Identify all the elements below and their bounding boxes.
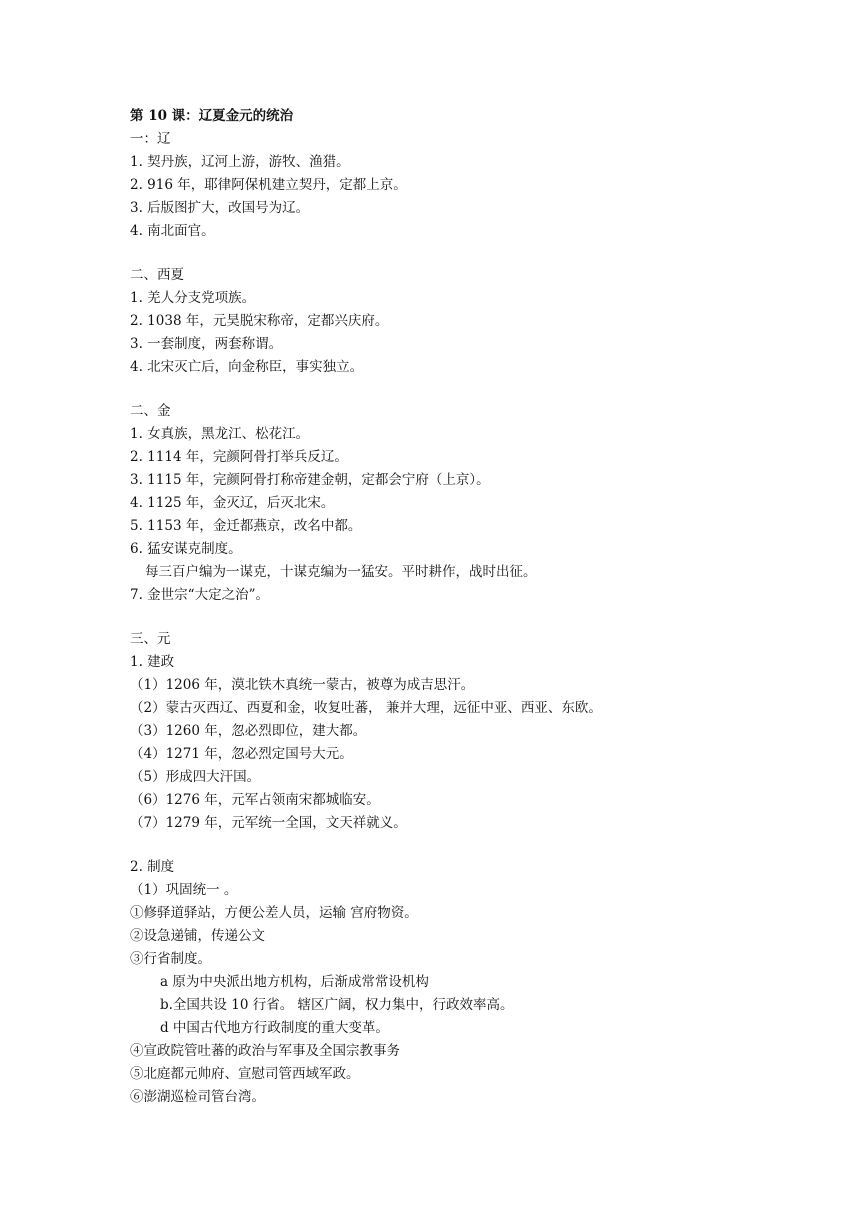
list-item: ①修驿道驿站，方便公差人员，运输 宫府物资。 (130, 905, 418, 921)
list-item: 4. 南北面官。 (130, 223, 215, 239)
list-item: 6. 猛安谋克制度。 (130, 541, 242, 557)
list-item: 2. 916 年，耶律阿保机建立契丹，定都上京。 (130, 177, 407, 193)
list-item: 5. 1153 年，金迁都燕京，改名中都。 (130, 518, 362, 534)
list-item: 2. 1114 年，完颜阿骨打举兵反辽。 (130, 449, 348, 465)
list-item: 2. 1038 年，元昊脱宋称帝，定都兴庆府。 (130, 313, 389, 329)
list-item: 3. 一套制度，两套称谓。 (130, 336, 283, 352)
list-item: ③行省制度。 (130, 951, 211, 967)
list-item: 3. 后版图扩大，改国号为辽。 (130, 200, 310, 216)
list-item-sub: d 中国古代地方行政制度的重大变革。 (160, 1020, 389, 1036)
list-item: （2）蒙古灭西辽、西夏和金，收复吐蕃， 兼并大理，远征中亚、西亚、东欧。 (130, 700, 602, 716)
list-item: ⑤北庭都元帅府、宣慰司管西域军政。 (130, 1066, 360, 1082)
list-item: （7）1279 年，元军统一全国，文天祥就义。 (130, 815, 407, 831)
list-item: 7. 金世宗“大定之治”。 (130, 587, 269, 603)
list-item: 1. 契丹族，辽河上游，游牧、渔猎。 (130, 154, 350, 170)
list-item: 1. 羌人分支党项族。 (130, 290, 256, 306)
list-item-sub: a 原为中央派出地方机构，后渐成常常设机构 (160, 974, 429, 990)
page-title: 第 10 课：辽夏金元的统治 (130, 108, 294, 124)
section-heading-jin: 二、金 (130, 403, 171, 419)
list-item: （3）1260 年，忽必烈即位，建大都。 (130, 723, 367, 739)
list-item: 1. 女真族，黑龙江、松花江。 (130, 426, 310, 442)
list-item: （5）形成四大汗国。 (130, 769, 261, 785)
list-item: （1）巩固统一 。 (130, 882, 238, 898)
list-item: （6）1276 年，元军占领南宋都城临安。 (130, 792, 380, 808)
section-heading-xixia: 二、西夏 (130, 267, 184, 283)
list-item: 4. 北宋灭亡后，向金称臣，事实独立。 (130, 359, 364, 375)
section-heading-yuan: 三、元 (130, 631, 171, 647)
list-item: （4）1271 年，忽必烈定国号大元。 (130, 746, 353, 762)
list-item-sub: b.全国共设 10 行省。 辖区广阔，权力集中，行政效率高。 (160, 997, 514, 1013)
list-item: 3. 1115 年，完颜阿骨打称帝建金朝，定都会宁府（上京）。 (130, 472, 490, 488)
section-heading-liao: 一：辽 (130, 131, 171, 147)
list-item: ④宣政院管吐蕃的政治与军事及全国宗教事务 (130, 1043, 400, 1059)
subsection-heading: 1. 建政 (130, 654, 175, 670)
list-item-note: 每三百户编为一谋克，十谋克编为一猛安。平时耕作，战时出征。 (145, 564, 537, 580)
list-item: ⑥澎湖巡检司管台湾。 (130, 1089, 265, 1105)
list-item: 4. 1125 年，金灭辽，后灭北宋。 (130, 495, 335, 511)
list-item: ②设急递铺，传递公文 (130, 928, 265, 944)
subsection-heading: 2. 制度 (130, 859, 175, 875)
list-item: （1）1206 年，漠北铁木真统一蒙古，被尊为成吉思汗。 (130, 677, 475, 693)
